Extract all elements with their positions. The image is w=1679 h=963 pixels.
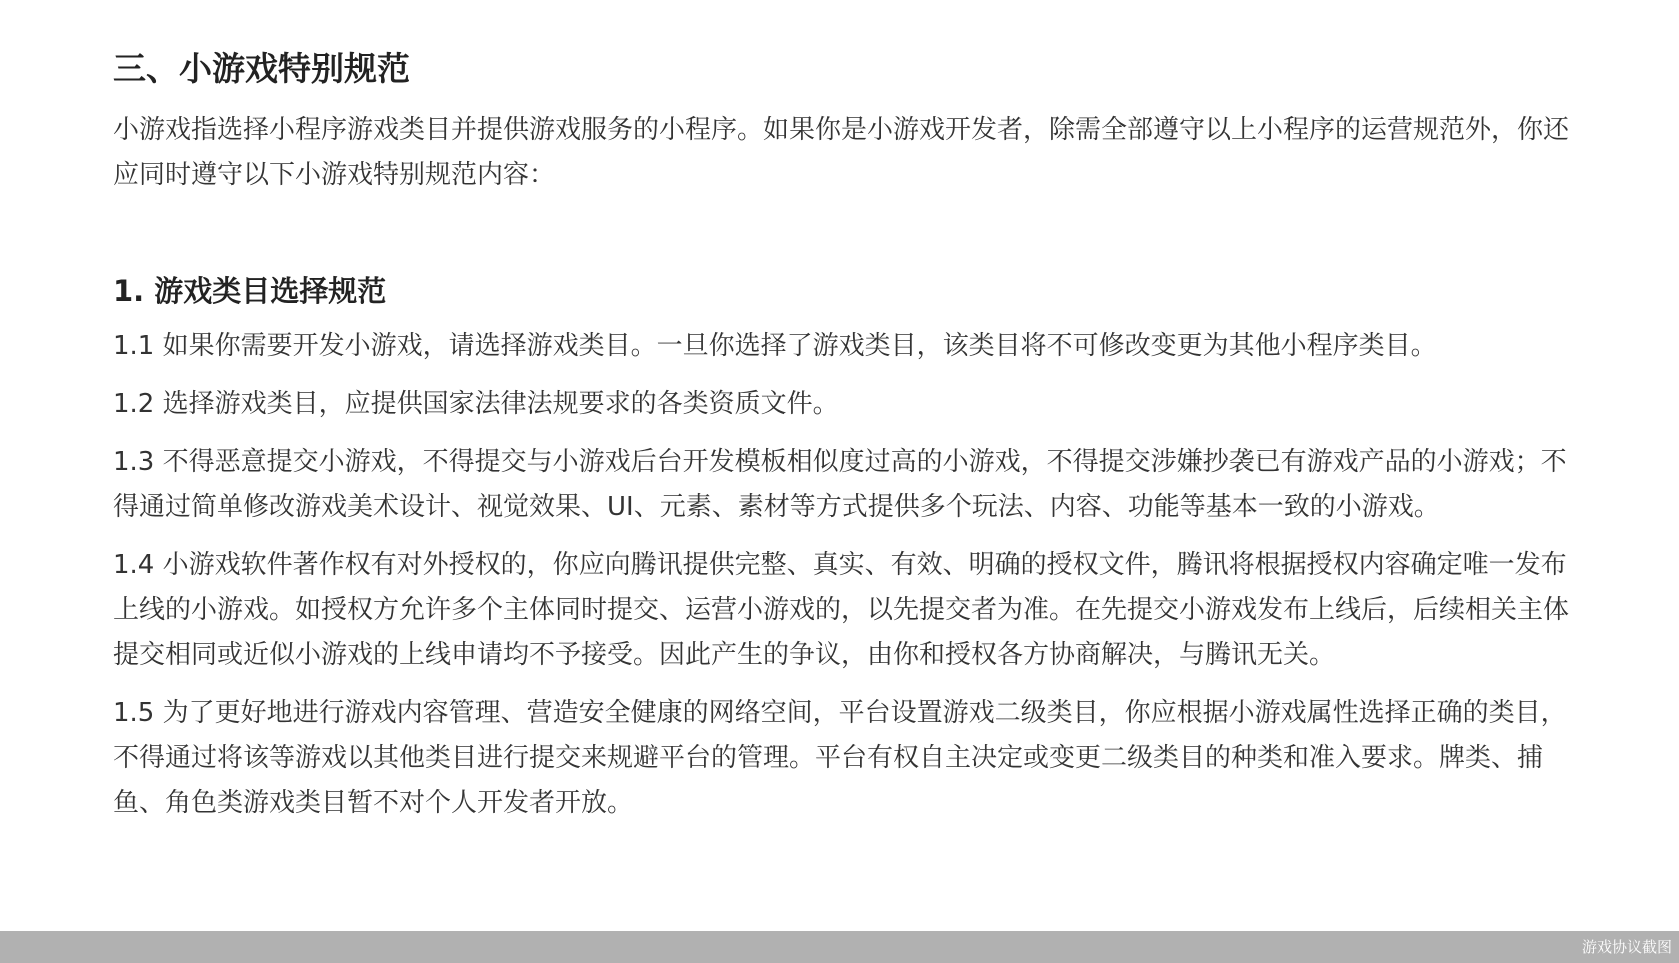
- rule-1-1: 1.1 如果你需要开发小游戏，请选择游戏类目。一旦你选择了游戏类目，该类目将不可修改变更为其他小程序类目。: [113, 331, 1437, 361]
- rule-1-5: 1.5 为了更好地进行游戏内容管理、营造安全健康的网络空间，平台设置游戏二级类目，你应根据小游戏属性选择正确的类目，不得通过将该等游戏以其他类目进行提交来规避平台的管理。平台有权自主决定或变更二级类目的种类和准入要求。牌类、捕鱼、角色类游戏类目暂不对个人开发者开放。: [113, 698, 1567, 818]
- rule-1-2: 1.2 选择游戏类目，应提供国家法律法规要求的各类资质文件。: [113, 389, 839, 419]
- rule-1-4: 1.4 小游戏软件著作权有对外授权的，你应向腾讯提供完整、真实、有效、明确的授权文件，腾讯将根据授权内容确定唯一发布上线的小游戏。如授权方允许多个主体同时提交、运营小游戏的，以先提交者为准。在先提交小游戏发布上线后，后续相关主体提交相同或近似小游戏的上线申请均不予接受。因此产生的争议，由你和授权各方协商解决，与腾讯无关。: [113, 550, 1570, 670]
- subsection-title: 1. 游戏类目选择规范: [113, 274, 387, 308]
- rules-list: [113, 324, 1583, 826]
- footer-bar: [0, 931, 1679, 963]
- document-content: [113, 36, 1583, 826]
- intro-paragraph: 小游戏指选择小程序游戏类目并提供游戏服务的小程序。如果你是小游戏开发者，除需全部遵守以上小程序的运营规范外，你还应同时遵守以下小游戏特别规范内容：: [113, 115, 1570, 190]
- rule-1-3: 1.3 不得恶意提交小游戏，不得提交与小游戏后台开发模板相似度过高的小游戏，不得提交涉嫌抄袭已有游戏产品的小游戏；不得通过简单修改游戏美术设计、视觉效果、UI、元素、素材等方式提供多个玩法、内容、功能等基本一致的小游戏。: [113, 447, 1567, 522]
- section-title: 三、小游戏特别规范: [113, 49, 410, 88]
- watermark-label: 游戏协议截图: [1581, 938, 1672, 956]
